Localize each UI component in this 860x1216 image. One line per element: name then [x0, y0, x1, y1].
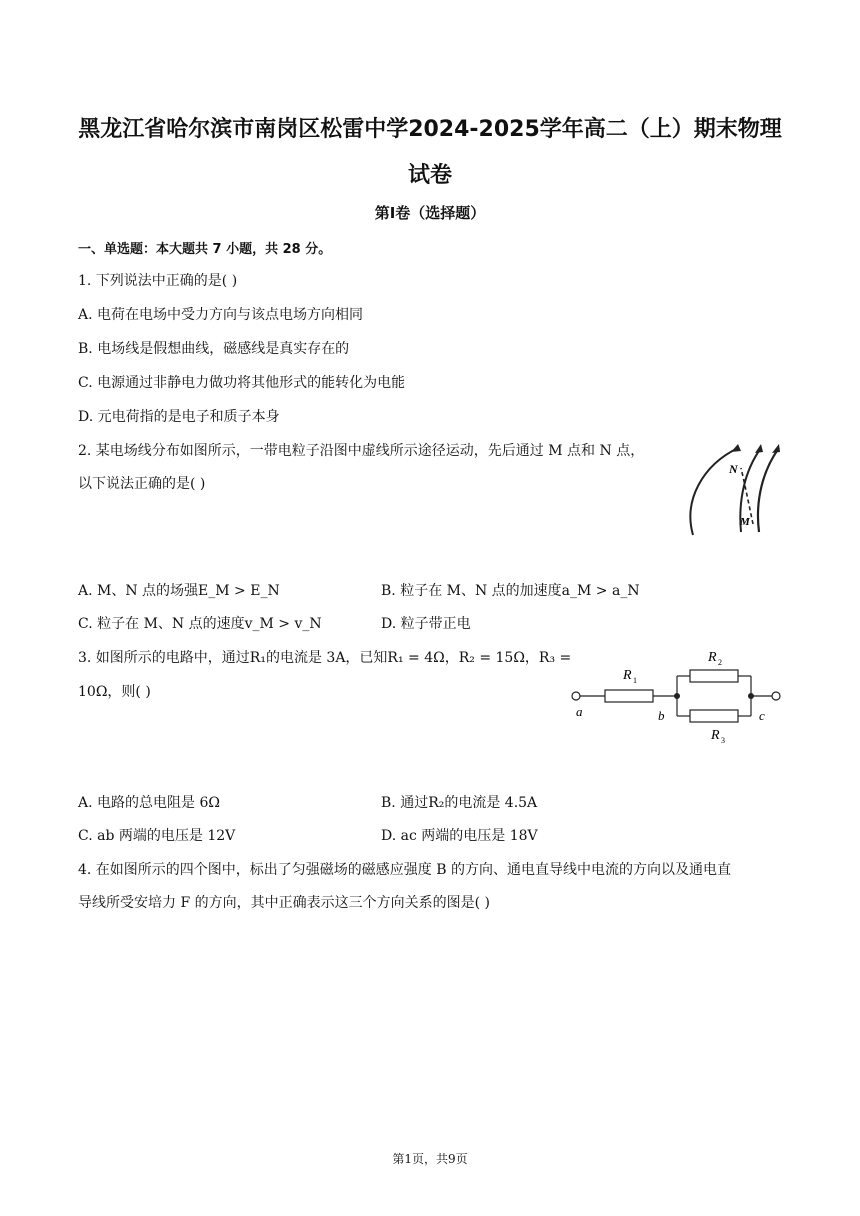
- fig-label-c: c: [759, 708, 765, 723]
- q2-option-d: D. 粒子带正电: [381, 616, 471, 632]
- q1-option-c: C. 电源通过非静电力做功将其他形式的能转化为电能: [78, 375, 406, 391]
- fig-label-r1-sub: 1: [633, 676, 637, 685]
- q2-stem-line1: 2. 某电场线分布如图所示，一带电粒子沿图中虚线所示途径运动，先后通过 M 点和 N 点，: [78, 443, 645, 459]
- fig-label-r2-sub: 2: [718, 658, 722, 667]
- q1-stem: 1. 下列说法中正确的是( ): [78, 273, 238, 289]
- q3-option-b: B. 通过R₂的电流是 4.5A: [381, 795, 538, 811]
- q4-stem-line1: 4. 在如图所示的四个图中，标出了匀强磁场的磁感应强度 B 的方向、通电直导线中电流的方向以及通电直: [78, 862, 731, 878]
- q3-stem-line1: 3. 如图所示的电路中，通过R₁的电流是 3A，已知R₁ = 4Ω，R₂ = 15Ω，R₃ =: [78, 650, 572, 666]
- q1-option-d: D. 元电荷指的是电子和质子本身: [78, 409, 280, 425]
- q2-option-b: B. 粒子在 M、N 点的加速度a_M > a_N: [381, 583, 640, 599]
- q2-option-c: C. 粒子在 M、N 点的速度v_M > v_N: [78, 616, 322, 632]
- q1-option-b: B. 电场线是假想曲线，磁感线是真实存在的: [78, 341, 350, 357]
- doc-title-line1: 黑龙江省哈尔滨市南岗区松雷中学2024-2025学年高二（上）期末物理: [78, 117, 782, 142]
- fig-label-n: N: [729, 462, 738, 476]
- fig-label-r3: R: [711, 728, 720, 743]
- q3-option-c: C. ab 两端的电压是 12V: [78, 828, 236, 844]
- q3-option-a: A. 电路的总电阻是 6Ω: [78, 795, 220, 811]
- q3-stem-line2: 10Ω，则( ): [78, 684, 151, 700]
- fig-label-r3-sub: 3: [721, 736, 725, 745]
- q2-stem-line2: 以下说法正确的是( ): [78, 476, 206, 492]
- circuit-figure: [565, 645, 785, 750]
- fig-label-a: a: [576, 704, 583, 719]
- fig-label-r2: R: [708, 650, 717, 665]
- fig-label-r1: R: [623, 668, 632, 683]
- section-heading: 一、单选题：本大题共 7 小题，共 28 分。: [78, 242, 332, 257]
- volume-heading: 第I卷（选择题）: [374, 204, 486, 222]
- electric-field-figure: [683, 440, 783, 540]
- page-footer: 第1页，共9页: [392, 1152, 468, 1166]
- q2-option-a: A. M、N 点的场强E_M > E_N: [78, 583, 280, 599]
- q3-option-d: D. ac 两端的电压是 18V: [381, 828, 538, 844]
- fig-label-b: b: [658, 708, 665, 723]
- q4-stem-line2: 导线所受安培力 F 的方向，其中正确表示这三个方向关系的图是( ): [78, 895, 490, 911]
- fig-label-m: M: [740, 516, 750, 528]
- doc-title-line2: 试卷: [407, 163, 452, 188]
- q1-option-a: A. 电荷在电场中受力方向与该点电场方向相同: [78, 307, 364, 323]
